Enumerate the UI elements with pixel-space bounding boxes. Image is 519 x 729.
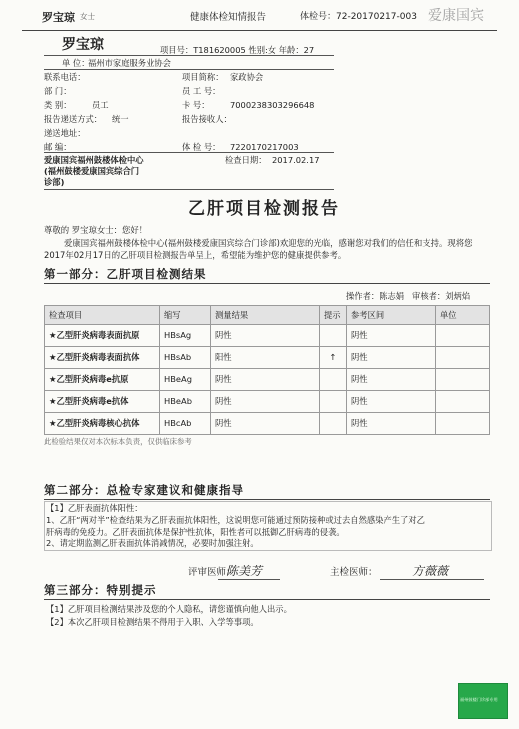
contact-label: 联系电话： [44,72,86,82]
org-label: 单 位： [62,58,90,68]
card-value: 7000238303296648 [230,100,315,110]
receiver-label: 报告接收人： [182,114,232,124]
tip-2: 【2】本次乙肝项目检测结果不得用于入职、入学等事项。 [46,617,259,627]
cell-hint: ↑ [320,347,347,369]
exam-value: 7220170217003 [230,142,299,152]
col-header-abbr: 缩写 [160,306,211,325]
table-row [45,413,490,435]
table-row [45,325,490,347]
cell-result: 阴性 [211,369,320,391]
cell-item: ★乙型肝炎病毒表面抗体 [45,347,160,369]
operator-line [346,291,470,301]
cell-result: 阴性 [211,325,320,347]
part2-divider [44,499,490,500]
cell-abbr: HBeAb [160,391,211,413]
cell-ref: 阴性 [347,369,436,391]
category-value: 员工 [92,100,109,110]
col-header-unit: 单位 [436,306,490,325]
table-row [45,369,490,391]
exam-label: 体 检 号： [182,142,221,152]
part3-divider [44,599,490,600]
table-header-row [45,306,490,325]
cell-abbr: HBeAg [160,369,211,391]
cell-result: 阳性 [211,347,320,369]
operator-name: 陈志娟 [379,291,405,301]
col-header-hint: 提示 [320,306,347,325]
result-disclaimer: 此检验结果仅对本次标本负责，仅供临床参考 [44,437,192,446]
date-value: 2017.02.17 [272,155,320,165]
date-label: 检查日期： [225,155,267,165]
cell-ref: 阴性 [347,347,436,369]
chief-label: 主检医师： [330,567,378,578]
cell-ref: 阴性 [347,413,436,435]
cell-unit [436,369,490,391]
category-label: 类 别： [44,100,72,110]
delivery-label: 报告递送方式： [44,114,103,124]
cell-abbr: HBsAb [160,347,211,369]
org-underline [44,69,334,70]
cell-hint [320,369,347,391]
col-header-ref: 参考区间 [347,306,436,325]
advice-line2: 1、乙肝“两对半”检查结果为乙肝表面抗体阳性，这说明您可能通过预防接种或过去自然感染产生了对乙 [46,515,425,525]
part3-title: 第三部分：特别提示 [44,583,157,597]
org-value: 福州市家庭服务业协会 [88,58,171,68]
center-underline [44,189,334,190]
patient-name: 罗宝琼 [62,37,104,53]
clinic-stamp-text: 福州鼓楼门诊部专用 [460,697,498,702]
info-bottom-line [44,152,334,153]
report-title: 乙肝项目检测报告 [188,199,340,219]
part1-divider [44,283,490,284]
reviewer-signature: 陈美芳 [226,564,263,578]
chief-signature: 方薇薇 [412,564,449,578]
header-divider [22,30,497,31]
cell-hint [320,413,347,435]
project-number-line: 项目号：T181620005 性别:女 年龄：27 [160,45,315,55]
center-name-line3: 诊部) [44,177,65,187]
table-row [45,347,490,369]
project-name-label: 项目简称： [182,72,224,82]
card-label: 卡 号： [182,100,210,110]
brand-logo-text: 爱康国宾 [428,8,484,24]
cell-abbr: HBcAb [160,413,211,435]
intro-paragraph: 爱康国宾福州鼓楼体检中心(福州鼓楼爱康国宾综合门诊部)欢迎您的光临，感谢您对我们的信任和支持。现将您2017年02月17日的乙肝项目检测报告单呈上，希望能为维护您的健康提供参考。 [44,238,473,260]
cell-unit [436,391,490,413]
chief-underline [380,579,484,580]
cell-hint [320,325,347,347]
tip-1: 【1】乙肝项目检测结果涉及您的个人隐私，请您谨慎向他人出示。 [46,604,292,614]
staff-no-label: 员 工 号： [182,86,221,96]
name-underline [44,55,334,56]
cell-item: ★乙型肝炎病毒表面抗原 [45,325,160,347]
results-table [44,305,490,435]
auditor-label: 审核者： [412,291,446,301]
col-header-item: 检查项目 [45,306,160,325]
cell-item: ★乙型肝炎病毒e抗原 [45,369,160,391]
cell-item: ★乙型肝炎病毒核心抗体 [45,413,160,435]
cell-unit [436,413,490,435]
header-report-title: 健康体检知情报告 [190,12,267,23]
cell-abbr: HBsAg [160,325,211,347]
header-name: 罗宝琼 [42,11,75,24]
reviewer-label: 评审医师： [188,567,236,578]
cell-hint [320,391,347,413]
cell-result: 阴性 [211,391,320,413]
advice-line4: 2、请定期监测乙肝表面抗体消减情况，必要时加强注射。 [46,538,259,548]
cell-item: ★乙型肝炎病毒e抗体 [45,391,160,413]
advice-line1: 【1】乙肝表面抗体阳性： [46,503,143,513]
delivery-value: 统一 [112,114,129,124]
part1-title: 第一部分：乙肝项目检测结果 [44,267,207,281]
greeting: 尊敬的 罗宝琼女士：您好！ [44,225,148,235]
table-row [45,391,490,413]
part2-title: 第二部分：总检专家建议和健康指导 [44,483,244,497]
col-header-result: 测量结果 [211,306,320,325]
dept-label: 部 门： [44,86,72,96]
reviewer-underline [218,579,280,580]
address-label: 递送地址： [44,128,86,138]
project-name-value: 家政协会 [230,72,264,82]
header-exam-number: 体检号：72-20170217-003 [300,12,417,22]
cell-unit [436,347,490,369]
postcode-label: 邮 编： [44,142,72,152]
center-name-line1: 爱康国宾福州鼓楼体检中心 [44,155,144,165]
advice-line3: 肝病毒的免疫力。乙肝表面抗体是保护性抗体，阳性者可以抵御乙肝病毒的侵袭。 [46,527,345,537]
cell-ref: 阴性 [347,391,436,413]
header-gender: 女士 [80,12,95,21]
cell-unit [436,325,490,347]
auditor-name: 刘炳焰 [445,291,471,301]
center-name-line2: (福州鼓楼爱康国宾综合门 [44,166,140,176]
cell-ref: 阴性 [347,325,436,347]
cell-result: 阴性 [211,413,320,435]
operator-label: 操作者： [346,291,380,301]
